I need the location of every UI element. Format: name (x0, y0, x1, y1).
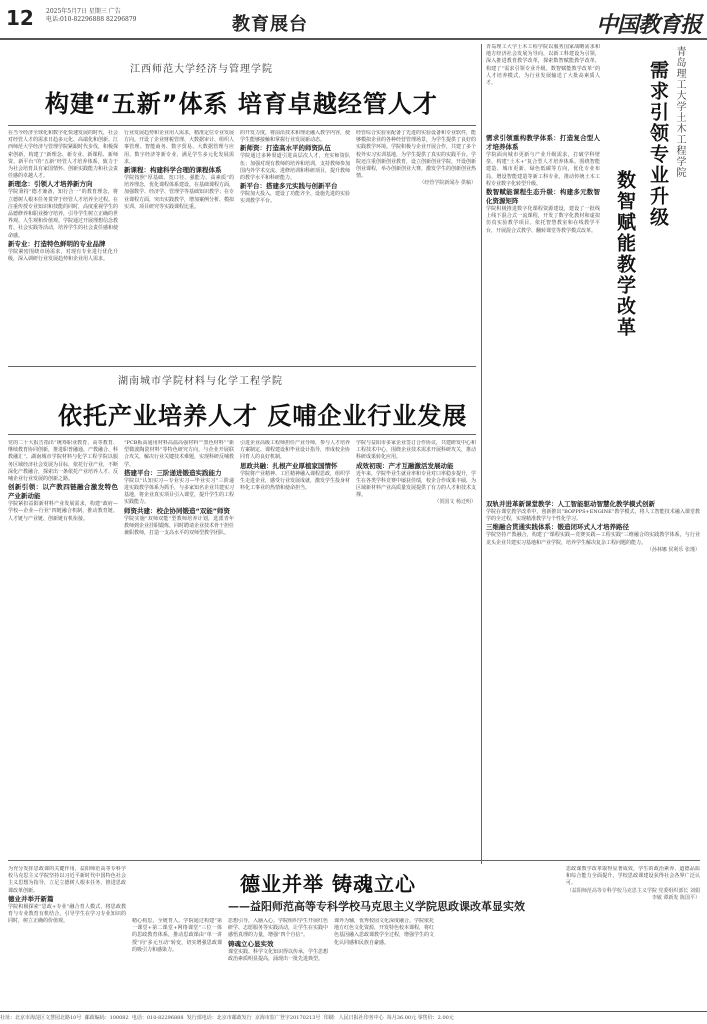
a4-col5 (566, 866, 700, 1008)
a1-col3-text: 的开发力度，将前沿技术和理论融入教学内容，使学生能够接触和掌握行业发展新动态。 (240, 130, 350, 144)
a3-subhead-5: 成效初现：产才互融激活发展动能 (356, 461, 454, 470)
a3-kicker: 湖南城市学院材料与化学工程学院 (118, 376, 283, 387)
a3-col4-text-b: 近年来，学院毕业生就业率和专业对口率稳步提升，学生在各类学科竞赛中屡获佳绩，校企合作成果丰硕，为区域新材料产业高质量发展提供了有力的人才和技术支撑。 (356, 470, 476, 499)
a2-text-3: 学院在课堂教学改革中，创新推出“BOPPPS+ENGINE”教学模式，将人工智能技术融入课堂教学的全过程，实现精准教学与个性化学习。 (486, 509, 700, 523)
a2-intro (486, 44, 600, 128)
a3-col1-text-b: 学院紧扣益阳新材料产业发展需求，构建“政府—学校—企业—行业”四链融合机制，推动教育链、人才链与产业链、创新链有机衔接。 (8, 501, 118, 522)
header-phone: 电话:010-82296888 82296879 (46, 16, 137, 23)
a4-col4 (334, 918, 434, 1008)
a1-col3-text-c: 学院加大投入，建设了功能齐全、设施先进的实验实训教学平台。 (240, 191, 350, 205)
a1-subhead-5: 新平台：搭建多元实践与创新平台 (240, 182, 338, 191)
a2-kicker: 青岛理工大学土木工程学院 (674, 46, 685, 178)
a3-col3-text: 引进企业高级工程师担任产业导师，参与人才培养方案制定、课程建设和毕业设计指导，形成校企协同育人的良好机制。 (240, 440, 350, 461)
a3-col1 (8, 440, 118, 850)
a2-subhead-2: 数智赋能课程生态升级：构建多元数智化资源矩阵 (486, 188, 600, 206)
a3-subhead-4: 思政共融：扎根产业厚植家国情怀 (240, 461, 338, 470)
page-header (0, 0, 707, 40)
footer-address: 社址：北京市海淀区文慧园北路10号 (0, 1015, 82, 1021)
a4-author: （益阳师范高等专科学校马克思主义学院 党委组织部长 刘娟 李敏 谭新发 陈国平） (566, 887, 700, 901)
a2-author: （孙林娜 侯利乐 张瑾） (646, 546, 700, 553)
a1-subhead-3: 新课程：构建科学合理的课程体系 (124, 166, 222, 175)
a3-author: （贺国文 杨迁明） (434, 499, 476, 506)
a2-col1 (486, 134, 600, 494)
a1-author: （经管学院新闻办 供稿） (419, 180, 476, 187)
a3-headline: 依托产业培养人才 反哺企业行业发展 (58, 402, 468, 430)
a4-col3 (228, 918, 328, 1008)
a1-subhead-4: 新师资：打造高水平的师资队伍 (240, 144, 331, 153)
a4-col2-text: 精心构思，全链育人。学院通过构建“第一课堂+第二课堂+网络课堂”三位一体的思政教育体系，推动思政课由“单一讲授”向“多元互动”转变，切实增强思政课的吸引力和感染力。 (132, 918, 222, 953)
a1-col2-text-b: 学院按照“厚基础、宽口径、强能力、高素质”的培养理念，优化课程体系建设。在基础课程方面，加强数学、经济学、管理学等基础知识教学；在专业课程方面，突出实践教学，增加案例分析、模拟实训、项目研究等实践课程比重。 (124, 175, 234, 210)
a1-col4 (356, 130, 476, 362)
a1-col1-text: 在当今经济全球化和数字化快速发展的时代，社会对经管人才的需求日趋多元化、高端化和创新。江西师范大学经济与管理学院紧跟时代步伐，积极探索创新，构建了“新理念、新专业、新课程、新师资、新平台”的“五新”经管人才培养体系，致力于为社会培育具有家国情怀、创新实践能力和社会责任感的卓越人才。 (8, 130, 118, 180)
footer-issue: 发行部电话：北京市邮政发行 (186, 1015, 252, 1021)
footer-printer: 印刷：人民日报社印务中心 (323, 1015, 384, 1021)
a3-col2-text-b: 学院以“认知实习—专业实习—毕业实习”三阶递进实践教学体系为抓手，与多家知名企业共建实习基地，将企业真实项目引入课堂，提升学生的工程实践能力。 (124, 477, 234, 506)
a1-col1-text-b: 学院秉持“德才兼备，知行合一”的教育理念，将立德树人根本任务贯穿于经管人才培养全过程。在注重传授专业知识和技能的同时，高度重视学生的品德修养和职业操守培养，引导学生树立正确的世界观、人生观和价值观。学院通过开展理想信念教育、社会实践等活动，培养学生的社会责任感和使命感。 (8, 189, 118, 239)
footer-phone: 电话：010-82296888 (131, 1015, 184, 1021)
a3-col1-text: 党的二十大报告指出“统筹职业教育、高等教育、继续教育协同创新，推进职普融通、产教融合、科教融汇”。湖南城市学院材料与化学工程学院以服务区域经济社会发展为目标，依托行业产业，不断深化产教融合，探索出一条依托产业培养人才、反哺企业行业发展的创新之路。 (8, 440, 118, 483)
a2-col2 (486, 500, 700, 860)
a2-text-1: 学院面向城市更新与产业升级需求，打破学科壁垒，构建“土木+”复合型人才培养体系。围绕智能建造、城市更新、绿色低碳等方向，优化专业布局，增设智能建造等新工科专业，推动传统土木工程专业数字化转型升级。 (486, 152, 600, 187)
a3-col2-text: “PCB板高通用材料高温高强材料”“黑色材料”“新型微波陶瓷材料”等特色研究方向，与企业开展联合攻关，解决行业关键技术难题，实现科研反哺教学。 (124, 440, 234, 468)
a2-subhead-1: 需求引领重构教学体系：打造复合型人才培养体系 (486, 134, 600, 151)
a3-col4-text: 学院与益阳市多家企业签订合作协议，共建研发中心和工程技术中心，围绕企业技术需求开展科研攻关，推动科研成果转化应用。 (356, 440, 476, 461)
a4-col1-text-b: 学院积极探索“思政+专业”融合育人模式，将思政教育与专业教育有机结合，引导学生在学习专业知识的同时，树立正确的价值观。 (8, 903, 126, 925)
a3-col2 (124, 440, 234, 850)
issue-date: 2025年5月7日 星期三 广告 (46, 8, 121, 15)
a3-col2-text-c: 学院实施“双师双能”型教师培养计划，选派青年教师到企业挂职锻炼，同时聘请企业技术骨干担任兼职教师，打造一支高水平的双师型教学团队。 (124, 515, 234, 537)
a1-subhead-2: 新专业：打造特色鲜明的专业品牌 (8, 239, 106, 248)
a2-subhead-3: 双轨并进革新课堂教学：人工智能驱动智慧化教学模式创新 (486, 500, 655, 508)
a2-text-2: 学院积极推进数字化课程资源建设，建设了一批线上线下混合式一流课程，开发了数字化教材和虚拟仿真实验教学项目。依托智慧教室和在线教学平台，开展混合式教学、翻转课堂等教学模式改革。 (486, 206, 600, 234)
a3-col3-text-b: 学院将产业精神、工匠精神融入课程思政，组织学生走进企业，感受行业发展成就，激发学生投身材料化工事业的热情和使命担当。 (240, 470, 350, 492)
masthead: 中国教育报 (596, 12, 702, 38)
a1-headline: 构建“五新”体系 培育卓越经管人才 (45, 90, 438, 118)
page-number: 12 (6, 6, 34, 30)
a4-col1-text: 为充分发挥思政课的关键作用，益阳师范高等专科学校马克思主义学院坚持以习近平新时代中国特色社会主义思想为指导，立足立德树人根本任务，推进思政课改革创新。 (8, 866, 126, 894)
page-footer (0, 1011, 707, 1024)
a1-col2 (124, 130, 234, 362)
a3-subhead-2: 搭建平台：三阶递进锻造实践能力 (124, 468, 222, 477)
a1-col3 (240, 130, 350, 362)
a2-text-4: 学院坚持产教融合，构建了“课程实践—竞赛实践—工程实践”三维融合的实践教学体系，与行业龙头企业共建实习基地和产业学院，培养学生解决复杂工程问题的能力。 (486, 532, 700, 546)
a2-subhead-4: 三维融合贯通实践体系：锻造闭环式人才培养路径 (486, 523, 629, 532)
a3-col3 (240, 440, 350, 850)
a4-headline: ——益阳师范高等专科学校马克思主义学院思政课改革显实效 (228, 900, 525, 913)
a4-subhead-2: 铸魂立心显实效 (228, 939, 274, 948)
a4-col3-text: 思想引导，入脑入心。学院组织学生开展红色研学、志愿服务等实践活动，让学生在实践中感悟真理的力量，增强“四个自信”。 (228, 918, 328, 939)
a4-col2 (132, 918, 222, 1008)
a1-col4-text: 经管综合实验室配备了先进的实验设备和专业软件，能够模拟企业的各种经营管理场景，为学生提供了良好的实践教学环境。学院积极与企业开展合作，共建了多个校外实习实训基地，为学生提供了真实的实践平台。学院还注重创新创业教育，设立创新创业学院，开设创新创业课程，举办创新创业大赛，激发学生的创新创业热情。 (356, 130, 476, 180)
a1-col2-text: 行业发展趋势和企业用人需求，精准定位专业发展方向。开设了企业财税管理、大数据审计、组织人事管理、智能商务、数字贸易、大数据管理与应用、数字经济等新专业，满足学生多元化发展需求。 (124, 130, 234, 165)
footer-postcode: 邮政编码：100082 (84, 1015, 129, 1021)
footer-price: 每月36.00元 零售价：2.00元 (386, 1015, 454, 1021)
a4-col1 (8, 866, 126, 1008)
footer-license: 京海市监广登字20170213号 (254, 1015, 321, 1021)
a3-subhead-3: 师资共建：校企协同锻造“双能”师资 (124, 506, 231, 515)
a4-kicker: 德业并举 铸魂立心 (240, 872, 416, 896)
a4-col4-text: 课外为辅，优秀校园文化深度融合。学院依托地方红色文化资源，开发特色校本课程，将红色基因融入思政课教学全过程，增强学生的文化认同感和民族自豪感。 (334, 918, 434, 946)
a1-col3-text-b: 学院通过多种渠道引进高层次人才，充实师资队伍；加强对现有教师的培养和培训，支持教师参加国内外学术交流、进修培训和科研项目，提升教师的教学水平和科研能力。 (240, 153, 350, 182)
a2-headline-1: 需求引领专业升级 (647, 60, 669, 228)
a3-subhead-1: 创新引领：以产教四链融合激发特色产业新动能 (8, 483, 118, 501)
a2-intro-text: 青岛理工大学土木工程学院以服务国家战略需求和地方经济社会发展为导向，以新工科建设为引领，深入推进教育教学改革，探索数智赋能教学改革，构建了“需求引领专业升级、数智赋能教学改革”的人才培养模式，为行业发展输送了大批高素质人才。 (486, 44, 600, 87)
a2-headline-2: 数智赋能教学改革 (614, 170, 636, 338)
a1-col1-text-c: 学院紧密围绕市场需求，对现有专业进行优化升级，深入调研行业发展趋势和企业用人需求。 (8, 248, 118, 263)
a1-col1 (8, 130, 118, 362)
a1-kicker: 江西师范大学经济与管理学院 (130, 64, 273, 75)
dateline (46, 8, 137, 24)
a3-col4 (356, 440, 476, 850)
a1-subhead-1: 新理念：引领人才培养新方向 (8, 180, 93, 189)
a4-subhead-1: 德业并举开新篇 (8, 894, 54, 903)
a4-col5-text: 思政课教学改革取得显著成效，学生的政治素养、道德品质和综合能力全面提升，学校思政课建设获得社会各界广泛认可。 (566, 866, 700, 887)
section-title: 教育展台 (232, 14, 308, 35)
a4-col3-text-b: 课堂实践、科学文化知识得以传承，学生思想政治素质明显提高，涌现出一批先进典型。 (228, 948, 328, 962)
